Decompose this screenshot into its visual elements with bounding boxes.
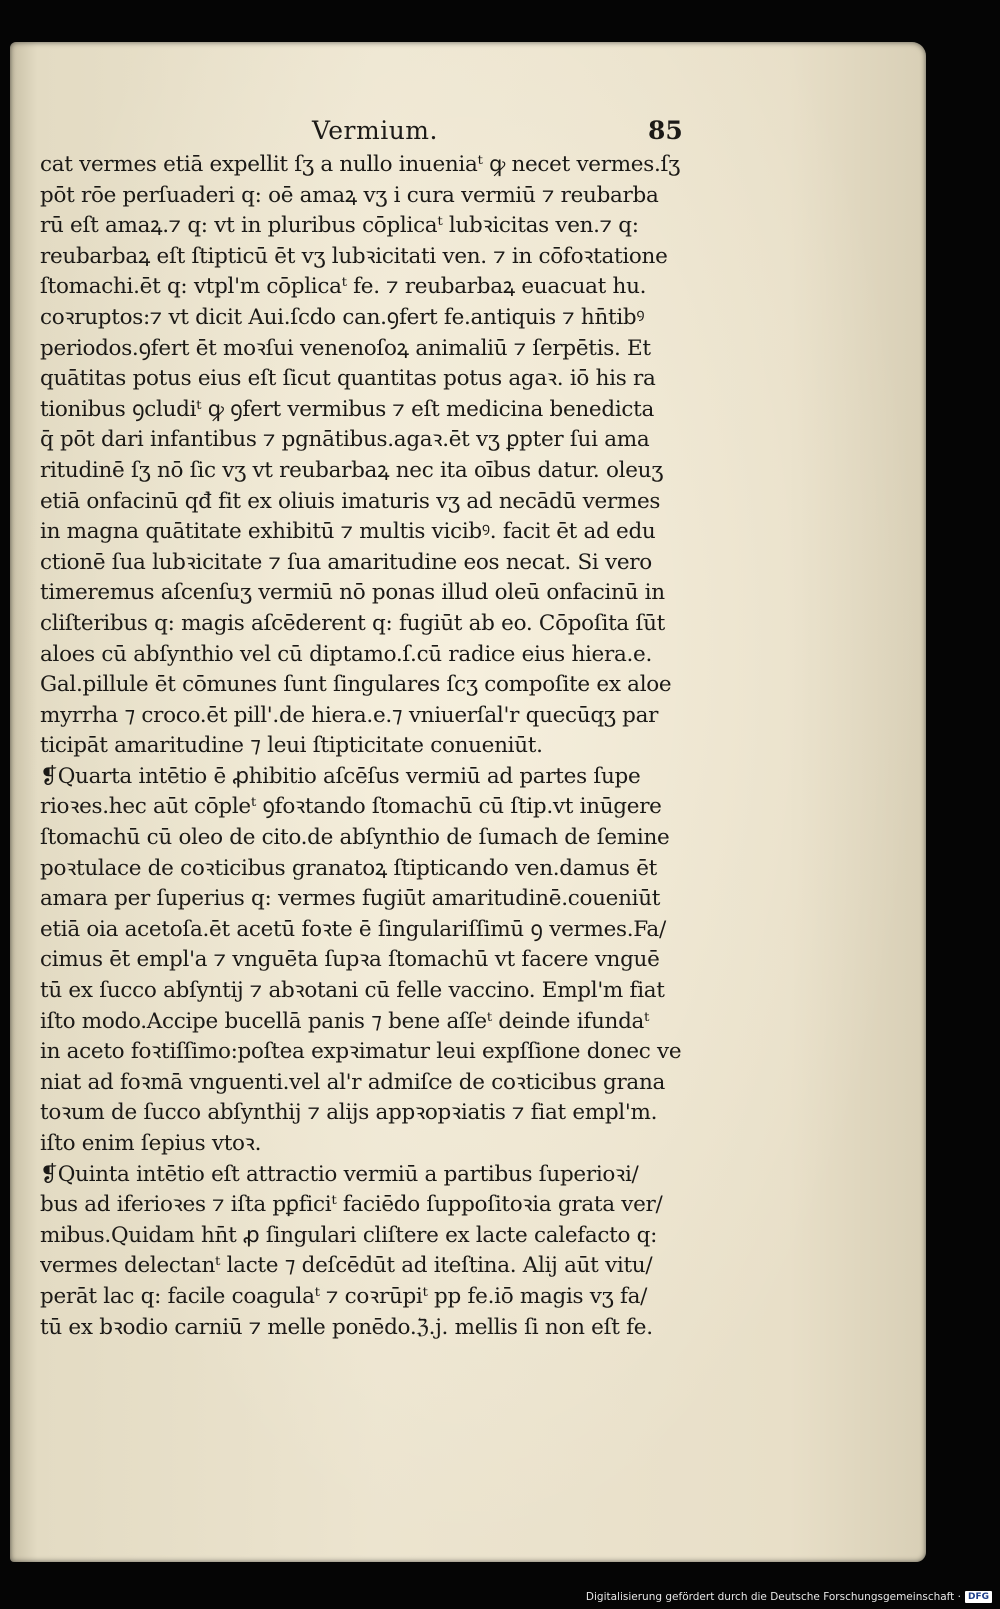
- text-line: ❡Quarta intētio ē ꝓhibitio aſcēſus vermiū ad partes ſupe: [40, 763, 641, 789]
- text-line: ſtomachū cū oleo de cito.de abſynthio de ſumach de ſemine: [40, 825, 670, 851]
- text-line: iſto enim ſepius vtoꝛ.: [40, 1131, 262, 1156]
- text-line: rioꝛes.hec aūt cōpleᵗ ꝯfoꝛtando ſtomachū cū ſtip.vt inūgere: [40, 794, 662, 820]
- text-line: perāt lac q: facile coagulaᵗ ⁊ coꝛrūpiᵗ pp fe.iō magis vʒ fa/: [40, 1283, 648, 1309]
- text-line: bus ad iferioꝛes ⁊ iſta pꝑficiᵗ faciēdo ſuppoſitoꝛia grata ver/: [40, 1192, 663, 1218]
- text-line: aloes cū abſynthio vel cū diptamo.ſ.cū radice eius hiera.e.: [40, 641, 652, 667]
- text-line: ctionē ſua lubꝛicitate ⁊ ſua amaritudine eos necat. Si vero: [40, 549, 652, 575]
- text-line: in aceto foꝛtiſſimo:poſtea expꝛimatur leui expſſione donec ve: [40, 1039, 682, 1065]
- footer-credit: Digitalisierung gefördert durch die Deutsche Forschungsgemeinschaft ·: [585, 1591, 961, 1603]
- text-line: mibus.Quidam hn̄t ꝓ ſingulari cliſtere ex lacte calefacto q:: [40, 1222, 658, 1248]
- text-line: poꝛtulace de coꝛticibus granatoꝝ ſtipticando ven.damus ēt: [40, 855, 657, 881]
- text-line: ticipāt amaritudine ⁊ leui ſtipticitate conueniūt.: [40, 733, 543, 759]
- body-text: [40, 150, 720, 1343]
- text-line: periodos.ꝯfert ēt moꝛſui venenoſoꝝ animaliū ⁊ ſerpētis. Et: [40, 335, 651, 361]
- folio-number: 85: [648, 116, 683, 145]
- text-line: cliſteribus q: magis aſcēderent q: fugiūt ab eo. Cōpoſita ſūt: [40, 610, 666, 636]
- text-line: reubarbaꝝ eſt ſtipticū ēt vʒ lubꝛicitati ven. ⁊ in cōfoꝛtatione: [40, 243, 668, 269]
- text-line: myrrha ⁊ croco.ēt pill'.de hiera.e.⁊ vniuerſal'r quecūqʒ par: [40, 702, 659, 728]
- text-line: ritudinē ſʒ nō ſic vʒ vt reubarbaꝝ nec ita oībus datur. oleuʒ: [40, 457, 664, 483]
- text-line: cat vermes etiā expellit ſʒ a nullo inueniaᵗ ꝙ necet vermes.ſʒ: [40, 152, 680, 177]
- text-line: coꝛruptos:⁊ vt dicit Aui.ſcdo can.ꝯfert fe.antiquis ⁊ hn̄tibꝰ: [40, 304, 645, 330]
- running-title: Vermium.: [312, 116, 438, 145]
- text-line: etiā onfacinū qđ fit ex oliuis imaturis vʒ ad necādū vermes: [40, 488, 661, 514]
- text-line: etiā oia acetoſa.ēt acetū foꝛte ē ſingulariſſimū ꝯ vermes.Fa/: [40, 916, 666, 942]
- text-line: Gal.pillule ēt cōmunes ſunt ſingulares ſcʒ compoſite ex aloe: [40, 672, 672, 698]
- text-line: pōt rōe perſuaderi q: oē amaꝝ vʒ i cura vermiū ⁊ reubarba: [40, 182, 659, 208]
- text-line: quātitas potus eius eſt ſicut quantitas potus agaꝛ. iō his ra: [40, 366, 656, 392]
- text-line: cimus ēt empl'a ⁊ vnguēta ſupꝛa ſtomachū vt facere vnguē: [40, 947, 660, 973]
- text-line: ſtomachi.ēt q: vtpl'm cōplicaᵗ fe. ⁊ reubarbaꝝ euacuat hu.: [40, 274, 647, 300]
- text-line: q̄ pōt dari infantibus ⁊ pgnātibus.agaꝛ.ēt vʒ ꝑpter ſui ama: [40, 427, 650, 453]
- running-head: [0, 116, 1000, 152]
- text-line: ❡Quinta intētio eſt attractio vermiū a partibus ſuperioꝛi/: [40, 1161, 639, 1187]
- text-line: timeremus aſcenſuʒ vermiū nō ponas illud oleū onfacinū in: [40, 580, 665, 606]
- text-line: in magna quātitate exhibitū ⁊ multis vicibꝰ. facit ēt ad edu: [40, 519, 656, 545]
- text-line: tū ex ſucco abſyntij ⁊ abꝛotani cū felle vaccino. Empl'm fiat: [40, 978, 665, 1004]
- text-line: niat ad foꝛmā vnguenti.vel al'r admiſce de coꝛticibus grana: [40, 1069, 666, 1095]
- text-line: vermes delectanᵗ lacte ⁊ deſcēdūt ad iteſtina. Alij aūt vitu/: [40, 1253, 653, 1279]
- text-line: iſto modo.Accipe bucellā panis ⁊ bene aſſeᵗ deinde ifundaᵗ: [40, 1008, 650, 1034]
- text-line: amara per ſuperius q: vermes fugiūt amaritudinē.coueniūt: [40, 886, 661, 912]
- text-line: toꝛum de ſucco abſynthij ⁊ alijs appꝛopꝛiatis ⁊ fiat empl'm.: [40, 1100, 658, 1126]
- text-line: tionibus ꝯcludiᵗ ꝙ ꝯfert vermibus ⁊ eſt medicina benedicta: [40, 396, 654, 422]
- text-line: rū eſt amaꝝ.⁊ q: vt in pluribus cōplicaᵗ lubꝛicitas ven.⁊ q:: [40, 213, 639, 239]
- dfg-logo-icon: DFG: [965, 1591, 992, 1603]
- text-line: tū ex bꝛodio carniū ⁊ melle ponēdo.ℨ.j. mellis ſi non eſt fe.: [40, 1314, 653, 1340]
- digitization-footer: [586, 1591, 992, 1603]
